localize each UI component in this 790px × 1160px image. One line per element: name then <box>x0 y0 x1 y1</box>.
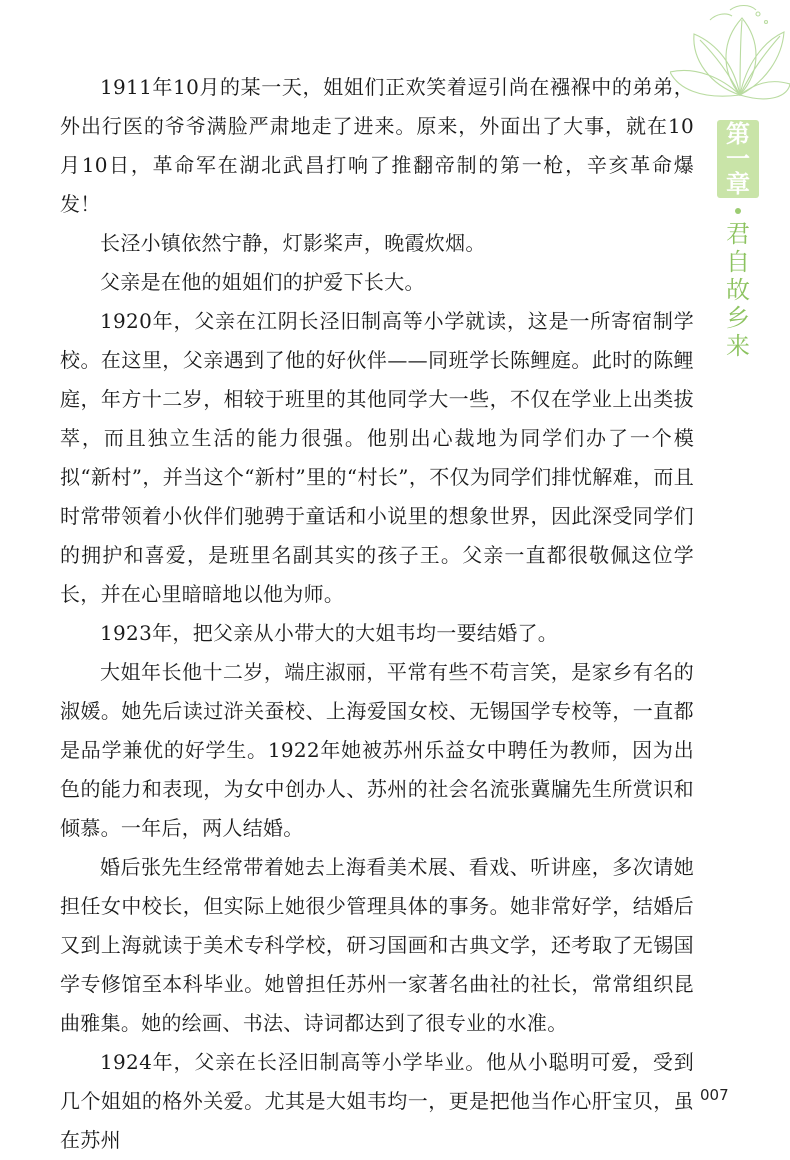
paragraph: 1924年，父亲在长泾旧制高等小学毕业。他从小聪明可爱，受到几个姐姐的格外关爱。尤其是大姐韦均一，更是把他当作心肝宝贝，虽在苏州 <box>60 1050 694 1152</box>
separator-dot <box>735 208 741 214</box>
chapter-char: 一 <box>726 144 750 173</box>
page-number: 007 <box>700 1086 729 1104</box>
chapter-title-char: 自 <box>726 248 750 276</box>
chapter-label <box>717 120 759 198</box>
paragraph: 父亲是在他的姐姐们的护爱下长大。 <box>100 270 425 294</box>
chapter-char: 章 <box>726 169 750 198</box>
chapter-title-char: 故 <box>726 276 750 304</box>
chapter-title-char: 君 <box>726 220 750 248</box>
chapter-title-char: 乡 <box>726 304 750 332</box>
paragraph: 婚后张先生经常带着她去上海看美术展、看戏、听讲座，多次请她担任女中校长，但实际上她很少管理具体的事务。她非常好学，结婚后又到上海就读于美术专科学校，研习国画和古典文学，还考取了无锡国学专修馆至本科毕业。她曾担任苏州一家著名曲社的社长，常常组织昆曲雅集。她的绘画、书法、诗词都达到了很专业的水准。 <box>60 855 694 1035</box>
paragraph: 长泾小镇依然宁静，灯影桨声，晚霞炊烟。 <box>100 231 486 255</box>
paragraph: 大姐年长他十二岁，端庄淑丽，平常有些不苟言笑，是家乡有名的淑媛。她先后读过浒关蚕校、上海爱国女校、无锡国学专校等，一直都是品学兼优的好学生。1922年她被苏州乐益女中聘任为教师，因为出色的能力和表现，为女中创办人、苏州的社会名流张冀牖先生所赏识和倾慕。一年后，两人结婚。 <box>60 660 694 840</box>
paragraph: 1920年，父亲在江阴长泾旧制高等小学就读，这是一所寄宿制学校。在这里，父亲遇到了他的好伙伴——同班学长陈鲤庭。此时的陈鲤庭，年方十二岁，相较于班里的其他同学大一些，不仅在学业上出类拔萃，而且独立生活的能力很强。他别出心裁地为同学们办了一个模拟“新村”，并当这个“新村”里的“村长”，不仅为同学们排忧解难，而且时常带领着小伙伴们驰骋于童话和小说里的想象世界，因此深受同学们的拥护和喜爱，是班里名副其实的孩子王。父亲一直都很敬佩这位学长，并在心里暗暗地以他为师。 <box>60 309 694 606</box>
paragraph: 1911年10月的某一天，姐姐们正欢笑着逗引尚在襁褓中的弟弟，外出行医的爷爷满脸严肃地走了进来。原来，外面出了大事，就在10月10日，革命军在湖北武昌打响了推翻帝制的第一枪，辛亥革命爆发！ <box>60 75 694 216</box>
chapter-title-char: 来 <box>726 332 750 360</box>
paragraph: 1923年，把父亲从小带大的大姐韦均一要结婚了。 <box>100 621 559 645</box>
body-text <box>60 68 694 1160</box>
chapter-title <box>721 220 755 360</box>
chapter-char: 第 <box>726 119 750 148</box>
chapter-side-tab <box>713 119 763 360</box>
